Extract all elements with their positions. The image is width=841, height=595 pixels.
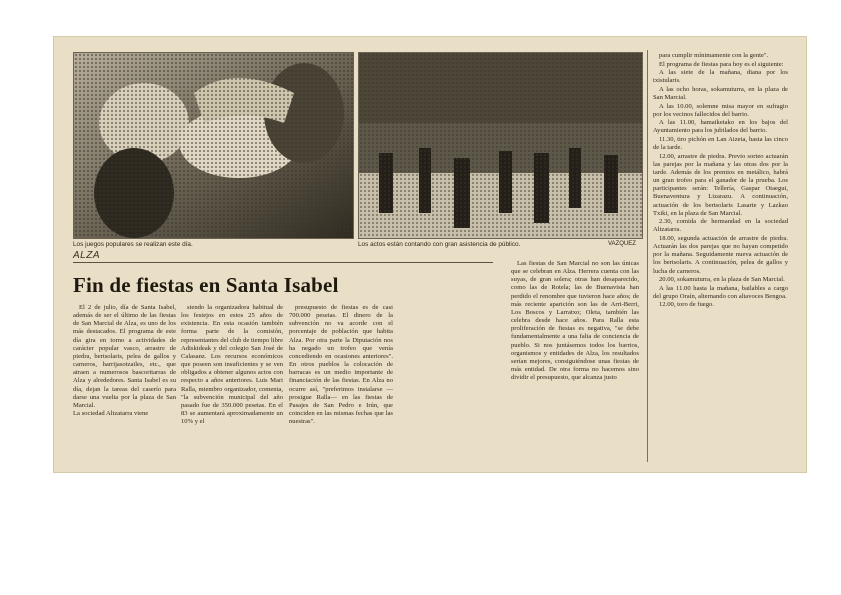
column-1-text: El 2 de julio, día de Santa Isabel, además de ser el último de las fiestas de San Marcial de Alza, es uno de los más destacados. El programa de este día gira en torno a actividades de carácter popular vasco, arrastre de piedra, bertsolaris, pelea de gallos y carneros, harrijasotzailes, etc., que atraen a numerosos bascoritarras de Alza y alrededores. Santa Isabel es su día, dejan la tareas del caserío para darse una vuelta por la plaza de San Marcial. La sociedad Altzatarra viene [73,304,176,418]
photo-crowd-image [359,53,642,238]
headline: Fin de fiestas en Santa Isabel [73,273,339,297]
column-4-text: Las fiestas de San Marcial no son las únicas que se celebran en Alza. Herrera cuenta con las suyas, de gran solera; otras han desaparecido, como las de Rotela; las de Buenavista han perdido el renombre que tuvieron hace años; de más reciente aparición son las de Arri-Berri, Los Boscos y Larratxo; Oleta, también las celebra desde hace años. Para Ralla esta proliferación de fiestas es negativa, "se debe fundamentalmente a una falta de conciencia de pueblo. Si nos juntásemos todos los barrios, organismos y entidades de Alza, los resultados serían mejores, consiguiéndose unas fiestas de más entidad. De otra forma no hacemos sino dividir el presupuesto, que alcanza justo [511,260,639,382]
program-line: 18.00, segunda actuación de arrastre de piedra. Actuarán las dos parejas que no hayan competido por la mañana. Seguidamente nueva actuación de los bertsolaris. A continuación, pelea de gallos y lucha de carneros. [653,234,788,275]
program-line: 12.00, toro de fuego. [659,301,714,309]
program-column [653,52,788,310]
program-line: A las 11.00, hamaiketako en los bajos del Ayuntamiento para los jubilados del barrio. [653,119,788,135]
article-column-4 [511,260,639,382]
program-line: 12.00, arrastre de piedra. Previo sorteo actuarán las parejas por la mañana y las otras dos por la tarde. Además de los premios en metálico, habrá un gran trofeo para el ganador de la prueba. Los participantes serán: Tellería, Gaspar Otaegui, Buenaventura y Lizarazu. A continuación, actuación de los bertsolaris Lasarte y Lazkao Txiki, en la plaza de San Marcial. [653,152,788,217]
section-label: ALZA [73,250,101,261]
program-line: El programa de fiestas para hoy es el siguiente: [659,60,784,68]
column-2-text: siendo la organizadora habitual de los festejos en estos 25 años de existencia. En esta ocasión también forma parte de la comisión, representantes del club de tiempo libre Adiskideak y del colegio San José de Calasanz. Los recursos económicos que poseen son insuficientes y se ven obligados a obtener algunos actos con respecto a años anteriores. Luis Mari Ralla, miembro organizador, comenta, "la subvención municipal del año pasado fue de 350.000 pesetas. En el 83 se aumentará aproximadamente un 10% y el [181,304,283,426]
program-line: 11.30, tiro pichón en Lan Aizeta, hasta las cinco de la tarde. [653,135,788,152]
photo-credit: VAZQUEZ [608,241,636,247]
program-line: A las 11.00 hasta la mañana, bailables a cargo del grupo Oraín, alternando con altavoces Bengoa. [653,284,788,300]
program-line: 2.30, comida de hermandad en la sociedad Altzatarra. [653,218,788,234]
caption-left: Los juegos populares se realizan este día. [73,241,193,248]
section-divider [73,262,493,263]
program-line: 20.00, sokamuturra, en la plaza de San Marcial. [659,276,785,284]
column-divider [647,50,648,462]
photo-crowd [358,52,643,239]
newspaper-clipping [53,36,807,473]
program-line: A las ocho horas, sokamuturra, en la plaza de San Marcial. [653,85,788,101]
photo-popular-games-image [74,53,353,238]
program-line: A las 10.00, solemne misa mayor en sufragio por los vecinos fallecidos del barrio. [653,102,788,118]
article-column-3 [289,304,393,426]
column-3-text: presupuesto de fiestas es de casi 700.000 pesetas. El dinero de la subvención no va acorde con el porcentaje de población que habita Alza. Por otra parte la Diputación nos ha negado un trofeo que venía concediendo en ocasiones anteriores". En otros pueblos la colocación de barracas es un medio importante de financiación de las fiestas. En Alza no ocurre así, "preferimos instalarse —prosigue Ralla— en las fiestas de Pasajes de San Pedro e Irún, que coinciden en las mismas fechas que las nuestras". [289,304,393,426]
article-column-2 [181,304,283,426]
article-column-1 [73,304,176,418]
program-line: A las siete de la mañana, diana por los txistularis. [653,69,788,85]
program-line: para cumplir mínimamente con la gente". [659,52,769,59]
photo-popular-games [73,52,354,239]
caption-right: Los actos están contando con gran asistencia de público. [358,241,521,248]
